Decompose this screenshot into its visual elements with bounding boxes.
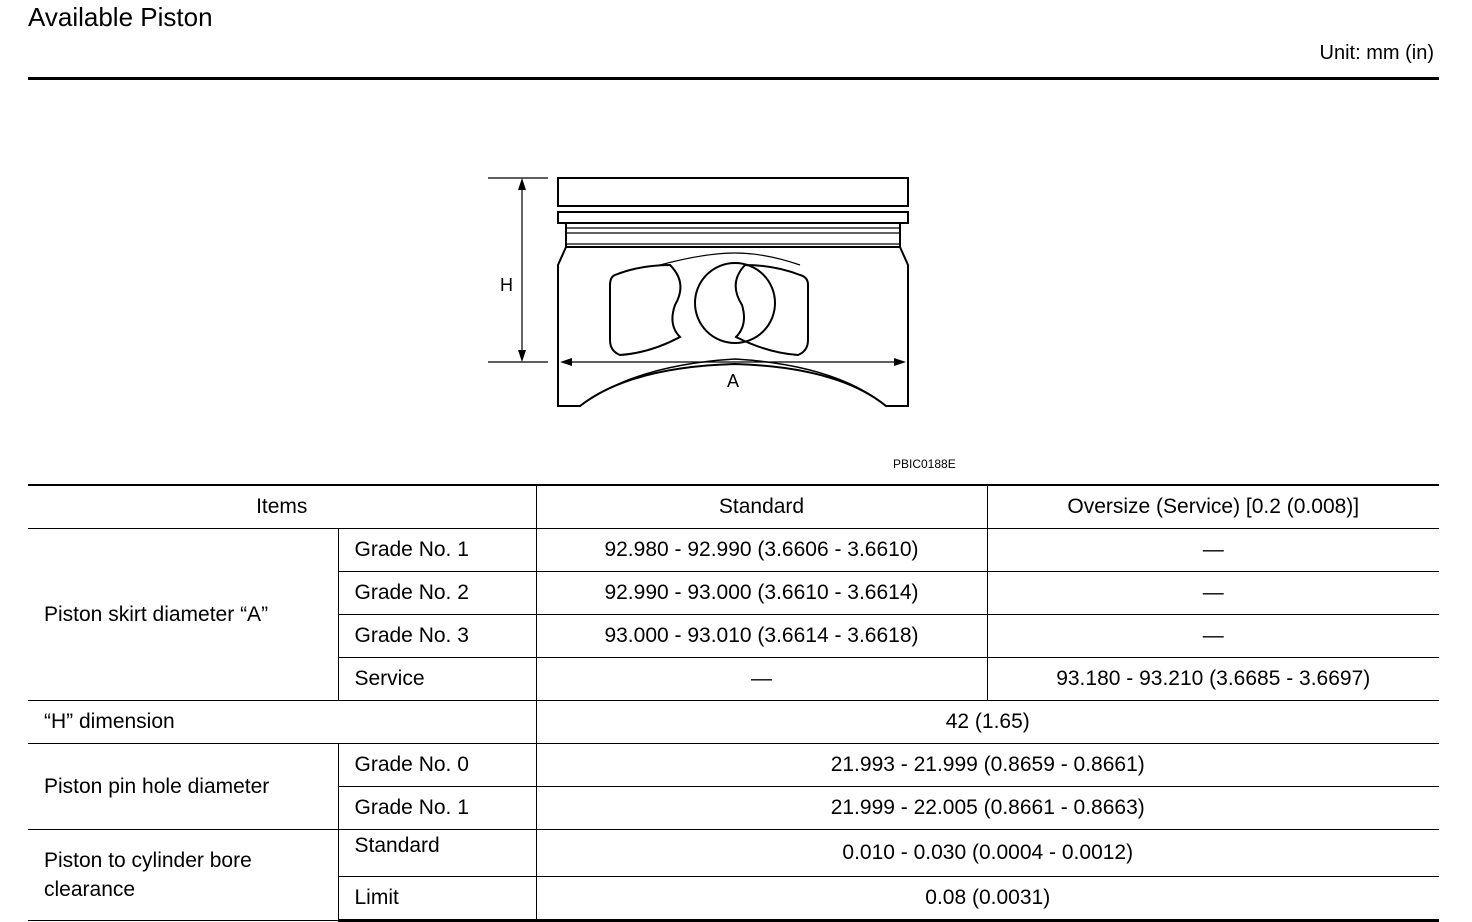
standard-cell: 93.000 - 93.010 (3.6614 - 3.6618) — [536, 615, 987, 658]
h-dimension-value: 42 (1.65) — [536, 701, 1439, 744]
table-row — [28, 701, 1439, 744]
skirt-diameter-label: Piston skirt diameter “A” — [28, 529, 338, 701]
piston-pin-boss-left — [610, 265, 680, 355]
standard-cell: 92.990 - 93.000 (3.6610 - 3.6614) — [536, 572, 987, 615]
piston-crown — [558, 178, 908, 206]
standard-cell: 92.980 - 92.990 (3.6606 - 3.6610) — [536, 529, 987, 572]
grade-cell: Grade No. 1 — [338, 787, 536, 830]
grade-cell: Limit — [338, 877, 536, 921]
piston-spec-table — [28, 484, 1439, 922]
oversize-cell: — — [987, 529, 1439, 572]
oversize-cell: — — [987, 615, 1439, 658]
piston-ring-land — [558, 212, 908, 223]
piston-ring-groove — [566, 223, 900, 247]
piston-diagram — [480, 165, 920, 415]
table-row — [28, 529, 1439, 572]
table-header-row — [28, 485, 1439, 529]
grade-cell: Grade No. 2 — [338, 572, 536, 615]
clearance-label — [28, 830, 338, 921]
oversize-cell: 93.180 - 93.210 (3.6685 - 3.6697) — [987, 658, 1439, 701]
h-dimension-row-label: “H” dimension — [28, 701, 536, 744]
value-cell: 0.08 (0.0031) — [536, 877, 1439, 921]
title-rule — [28, 77, 1439, 80]
piston-drawing — [480, 165, 920, 415]
table-row — [28, 830, 1439, 877]
h-dimension-label: H — [500, 275, 513, 295]
grade-cell: Service — [338, 658, 536, 701]
oversize-cell: — — [987, 572, 1439, 615]
table-row — [28, 744, 1439, 787]
grade-cell: Grade No. 3 — [338, 615, 536, 658]
header-standard: Standard — [536, 485, 987, 529]
grade-cell: Grade No. 1 — [338, 529, 536, 572]
figure-code: PBIC0188E — [893, 457, 956, 471]
piston-pin-hole — [695, 263, 775, 343]
unit-label: Unit: mm (in) — [1319, 42, 1434, 64]
grade-cell: Standard — [338, 830, 536, 877]
header-items: Items — [28, 485, 536, 529]
clearance-label-line2: clearance — [44, 878, 136, 901]
page-title: Available Piston — [28, 2, 213, 32]
header-oversize: Oversize (Service) [0.2 (0.008)] — [987, 485, 1439, 529]
a-dimension-label: A — [727, 371, 740, 391]
grade-cell: Grade No. 0 — [338, 744, 536, 787]
clearance-label-line1: Piston to cylinder bore — [44, 849, 252, 872]
value-cell: 21.993 - 21.999 (0.8659 - 0.8661) — [536, 744, 1439, 787]
standard-cell: — — [536, 658, 987, 701]
value-cell: 21.999 - 22.005 (0.8661 - 0.8663) — [536, 787, 1439, 830]
value-cell: 0.010 - 0.030 (0.0004 - 0.0012) — [536, 830, 1439, 877]
pin-hole-label: Piston pin hole diameter — [28, 744, 338, 830]
